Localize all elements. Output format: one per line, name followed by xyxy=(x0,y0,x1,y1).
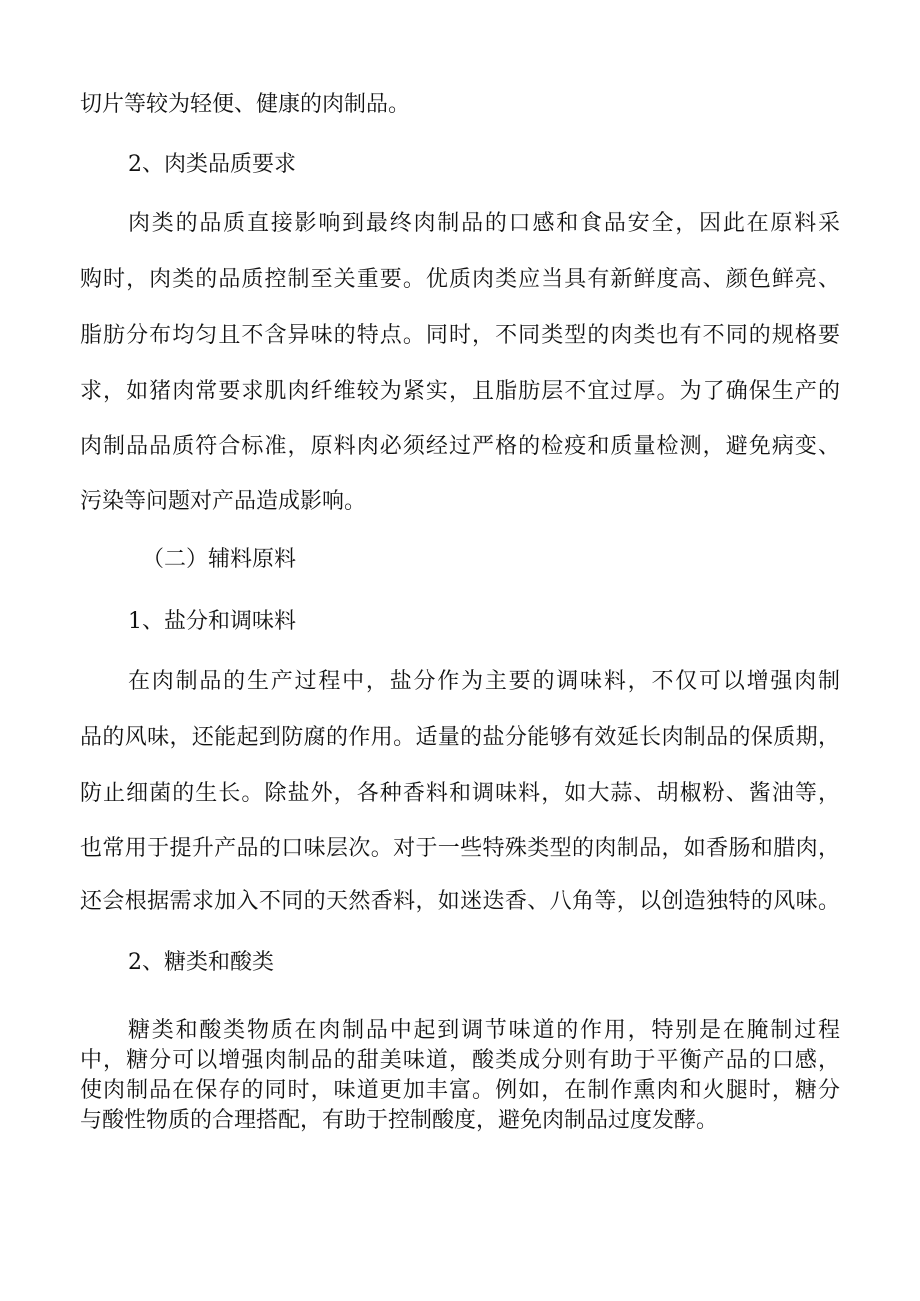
paragraph-line: 糖类和酸类物质在肉制品中起到调节味道的作用，特别是在腌制过程 xyxy=(128,1018,840,1043)
paragraph-line: 也常用于提升产品的口味层次。对于一些特殊类型的肉制品，如香肠和腊肉， xyxy=(80,836,840,861)
paragraph-line: 求，如猪肉常要求肌肉纤维较为紧实，且脂肪层不宜过厚。为了确保生产的 xyxy=(80,379,840,404)
paragraph-line: 购时，肉类的品质控制至关重要。优质肉类应当具有新鲜度高、颜色鲜亮、 xyxy=(80,267,840,292)
paragraph-line: 污染等问题对产品造成影响。 xyxy=(80,489,367,514)
section-heading-meat-quality: 2、肉类品质要求 xyxy=(128,152,296,177)
section-heading-salt-seasoning: 1、盐分和调味料 xyxy=(128,609,296,634)
paragraph-line: 脂肪分布均匀且不含异味的特点。同时，不同类型的肉类也有不同的规格要 xyxy=(80,323,840,348)
paragraph-line: 中，糖分可以增强肉制品的甜美味道，酸类成分则有助于平衡产品的口感， xyxy=(80,1048,840,1073)
section-heading-auxiliary-materials: （二）辅料原料 xyxy=(142,547,297,572)
paragraph-line: 防止细菌的生长。除盐外，各种香料和调味料，如大蒜、胡椒粉、酱油等， xyxy=(80,781,840,806)
paragraph-line: 与酸性物质的合理搭配，有助于控制酸度，避免肉制品过度发酵。 xyxy=(80,1108,719,1133)
paragraph-line: 肉类的品质直接影响到最终肉制品的口感和食品安全，因此在原料采 xyxy=(128,211,840,236)
paragraph-line: 还会根据需求加入不同的天然香料，如迷迭香、八角等，以创造独特的风味。 xyxy=(80,889,840,914)
paragraph-line: 在肉制品的生产过程中，盐分作为主要的调味料，不仅可以增强肉制 xyxy=(128,669,840,694)
paragraph-line: 品的风味，还能起到防腐的作用。适量的盐分能够有效延长肉制品的保质期， xyxy=(80,725,840,750)
paragraph-line: 肉制品品质符合标准，原料肉必须经过严格的检疫和质量检测，避免病变、 xyxy=(80,434,840,459)
paragraph-line: 使肉制品在保存的同时，味道更加丰富。例如，在制作熏肉和火腿时，糖分 xyxy=(80,1078,840,1103)
paragraph-line: 切片等较为轻便、健康的肉制品。 xyxy=(80,92,411,117)
section-heading-sugar-acid: 2、糖类和酸类 xyxy=(128,950,274,975)
